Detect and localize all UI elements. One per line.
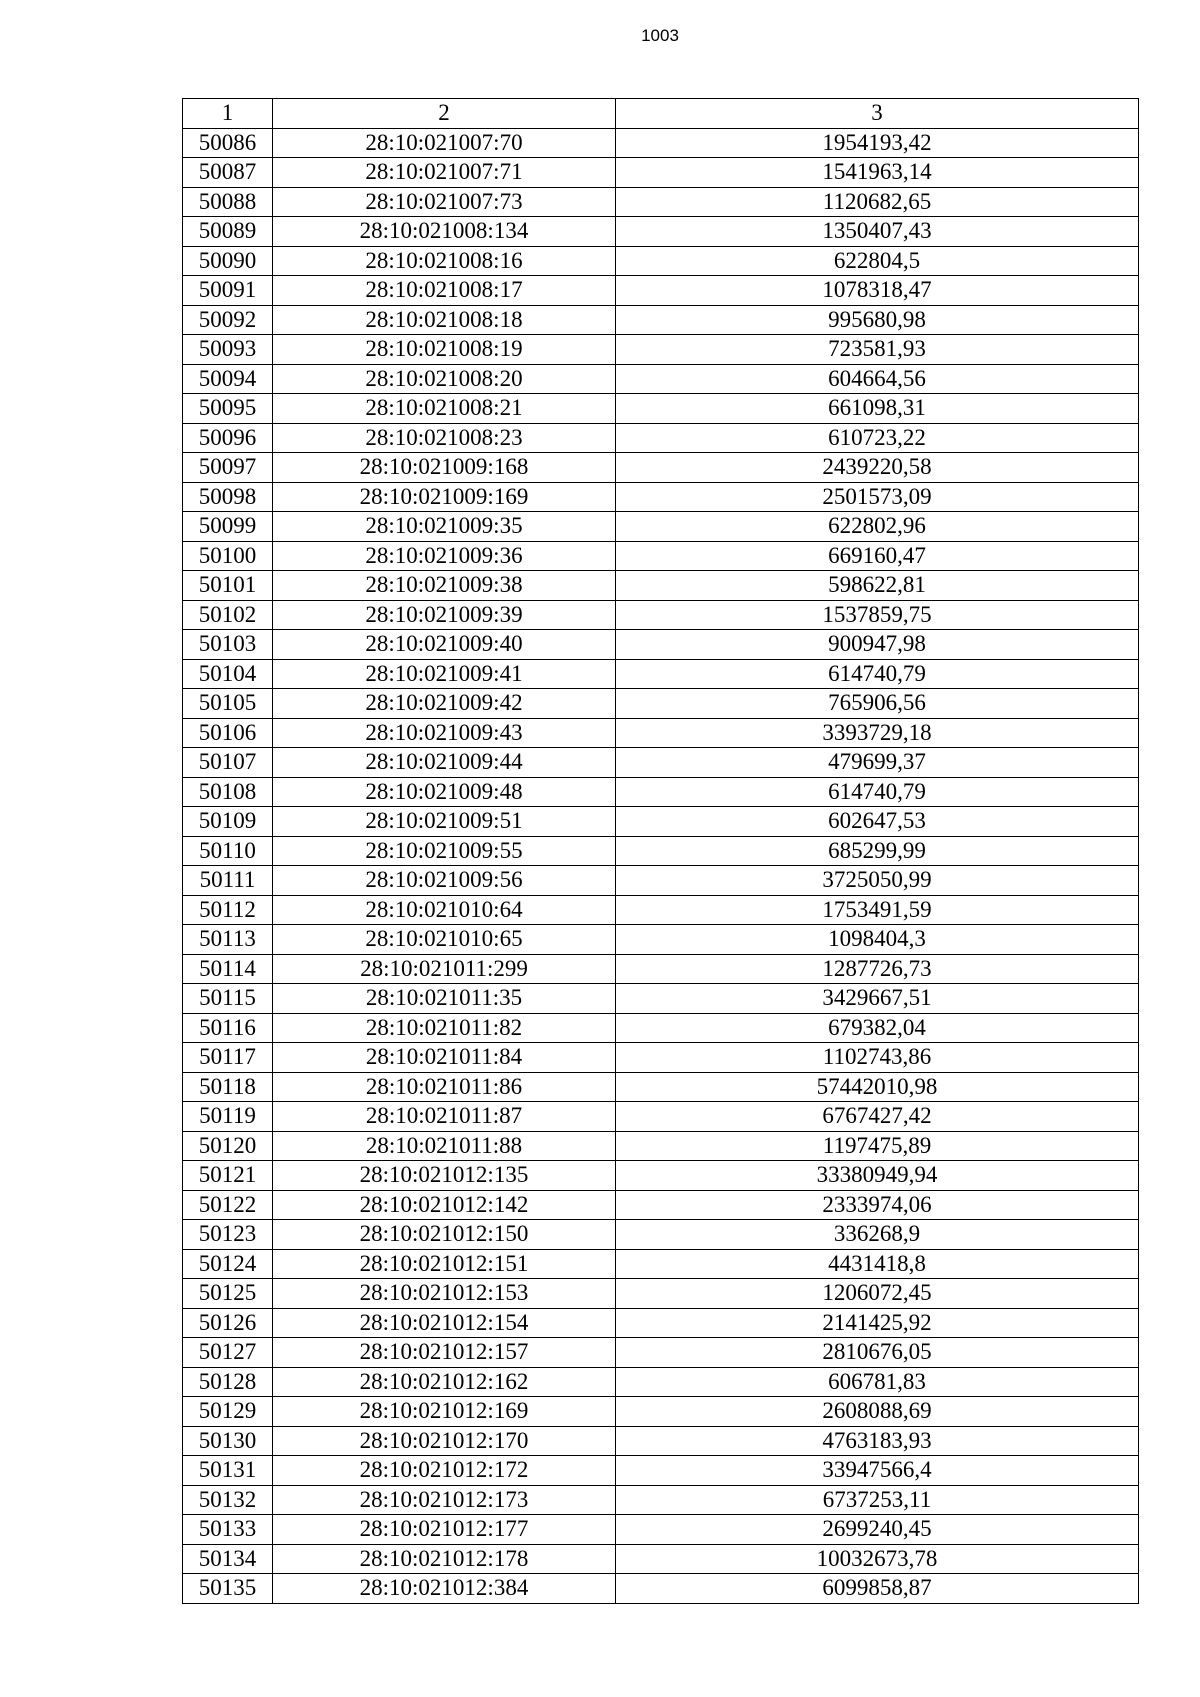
value-cell: 2501573,09 [616,482,1139,512]
row-number-cell: 50088 [183,187,273,217]
value-cell: 723581,93 [616,335,1139,365]
value-cell: 679382,04 [616,1013,1139,1043]
table-row [183,777,1139,807]
table-body [183,128,1139,1603]
table-row [183,925,1139,955]
row-number-cell: 50098 [183,482,273,512]
value-cell: 1287726,73 [616,954,1139,984]
table-row [183,217,1139,247]
cadastral-number-cell: 28:10:021009:44 [273,748,616,778]
value-cell: 2608088,69 [616,1397,1139,1427]
row-number-cell: 50128 [183,1367,273,1397]
cadastral-number-cell: 28:10:021012:142 [273,1190,616,1220]
cadastral-number-cell: 28:10:021009:51 [273,807,616,837]
value-cell: 2141425,92 [616,1308,1139,1338]
value-cell: 33947566,4 [616,1456,1139,1486]
row-number-cell: 50102 [183,600,273,630]
cadastral-number-cell: 28:10:021012:172 [273,1456,616,1486]
table-row [183,158,1139,188]
value-cell: 2810676,05 [616,1338,1139,1368]
table-row [183,1013,1139,1043]
row-number-cell: 50125 [183,1279,273,1309]
value-cell: 2333974,06 [616,1190,1139,1220]
table-row [183,748,1139,778]
table-row [183,1426,1139,1456]
value-cell: 685299,99 [616,836,1139,866]
table-row [183,718,1139,748]
table-row [183,1279,1139,1309]
value-cell: 57442010,98 [616,1072,1139,1102]
value-cell: 995680,98 [616,305,1139,335]
value-cell: 4431418,8 [616,1249,1139,1279]
row-number-cell: 50124 [183,1249,273,1279]
row-number-cell: 50134 [183,1544,273,1574]
value-cell: 6737253,11 [616,1485,1139,1515]
cadastral-number-cell: 28:10:021009:43 [273,718,616,748]
row-number-cell: 50108 [183,777,273,807]
row-number-cell: 50135 [183,1574,273,1604]
table-row [183,1131,1139,1161]
cadastral-number-cell: 28:10:021009:56 [273,866,616,896]
row-number-cell: 50116 [183,1013,273,1043]
cadastral-number-cell: 28:10:021009:35 [273,512,616,542]
table-row [183,866,1139,896]
table-row [183,1544,1139,1574]
cadastral-number-cell: 28:10:021010:65 [273,925,616,955]
table-row [183,571,1139,601]
value-cell: 3429667,51 [616,984,1139,1014]
row-number-cell: 50129 [183,1397,273,1427]
row-number-cell: 50122 [183,1190,273,1220]
cadastral-number-cell: 28:10:021009:38 [273,571,616,601]
table-row [183,335,1139,365]
row-number-cell: 50117 [183,1043,273,1073]
value-cell: 4763183,93 [616,1426,1139,1456]
table-row [183,954,1139,984]
row-number-cell: 50113 [183,925,273,955]
cadastral-number-cell: 28:10:021009:40 [273,630,616,660]
value-cell: 1753491,59 [616,895,1139,925]
value-cell: 602647,53 [616,807,1139,837]
table-row [183,689,1139,719]
row-number-cell: 50107 [183,748,273,778]
column-header-3: 3 [616,99,1139,129]
row-number-cell: 50111 [183,866,273,896]
data-table [182,98,1139,1604]
table-row [183,394,1139,424]
value-cell: 900947,98 [616,630,1139,660]
value-cell: 1954193,42 [616,128,1139,158]
value-cell: 3725050,99 [616,866,1139,896]
row-number-cell: 50110 [183,836,273,866]
row-number-cell: 50130 [183,1426,273,1456]
row-number-cell: 50093 [183,335,273,365]
value-cell: 2439220,58 [616,453,1139,483]
cadastral-number-cell: 28:10:021009:55 [273,836,616,866]
cadastral-number-cell: 28:10:021008:20 [273,364,616,394]
row-number-cell: 50092 [183,305,273,335]
table-row [183,1249,1139,1279]
cadastral-number-cell: 28:10:021009:168 [273,453,616,483]
table-row [183,305,1139,335]
cadastral-number-cell: 28:10:021011:299 [273,954,616,984]
row-number-cell: 50087 [183,158,273,188]
table-row [183,453,1139,483]
cadastral-number-cell: 28:10:021007:71 [273,158,616,188]
table-row [183,1338,1139,1368]
cadastral-number-cell: 28:10:021012:151 [273,1249,616,1279]
row-number-cell: 50114 [183,954,273,984]
cadastral-number-cell: 28:10:021008:19 [273,335,616,365]
row-number-cell: 50121 [183,1161,273,1191]
cadastral-number-cell: 28:10:021012:178 [273,1544,616,1574]
cadastral-number-cell: 28:10:021009:41 [273,659,616,689]
page-number: 1003 [641,26,679,45]
cadastral-number-cell: 28:10:021007:70 [273,128,616,158]
cadastral-number-cell: 28:10:021011:87 [273,1102,616,1132]
table-row [183,364,1139,394]
cadastral-number-cell: 28:10:021011:82 [273,1013,616,1043]
cadastral-number-cell: 28:10:021012:170 [273,1426,616,1456]
cadastral-number-cell: 28:10:021008:16 [273,246,616,276]
table-row [183,1456,1139,1486]
value-cell: 614740,79 [616,659,1139,689]
value-cell: 606781,83 [616,1367,1139,1397]
value-cell: 1078318,47 [616,276,1139,306]
table-row [183,1043,1139,1073]
cadastral-number-cell: 28:10:021009:36 [273,541,616,571]
cadastral-number-cell: 28:10:021012:154 [273,1308,616,1338]
row-number-cell: 50091 [183,276,273,306]
table-row [183,1367,1139,1397]
value-cell: 604664,56 [616,364,1139,394]
table-row [183,512,1139,542]
value-cell: 610723,22 [616,423,1139,453]
value-cell: 622804,5 [616,246,1139,276]
value-cell: 1102743,86 [616,1043,1139,1073]
cadastral-number-cell: 28:10:021011:35 [273,984,616,1014]
row-number-cell: 50086 [183,128,273,158]
cadastral-number-cell: 28:10:021008:17 [273,276,616,306]
row-number-cell: 50131 [183,1456,273,1486]
value-cell: 1120682,65 [616,187,1139,217]
cadastral-number-cell: 28:10:021012:157 [273,1338,616,1368]
value-cell: 765906,56 [616,689,1139,719]
row-number-cell: 50109 [183,807,273,837]
value-cell: 33380949,94 [616,1161,1139,1191]
row-number-cell: 50100 [183,541,273,571]
row-number-cell: 50104 [183,659,273,689]
cadastral-number-cell: 28:10:021012:173 [273,1485,616,1515]
cadastral-number-cell: 28:10:021009:42 [273,689,616,719]
table-row [183,187,1139,217]
row-number-cell: 50094 [183,364,273,394]
row-number-cell: 50090 [183,246,273,276]
row-number-cell: 50096 [183,423,273,453]
value-cell: 336268,9 [616,1220,1139,1250]
row-number-cell: 50115 [183,984,273,1014]
cadastral-number-cell: 28:10:021011:84 [273,1043,616,1073]
value-cell: 6099858,87 [616,1574,1139,1604]
value-cell: 2699240,45 [616,1515,1139,1545]
row-number-cell: 50097 [183,453,273,483]
value-cell: 1206072,45 [616,1279,1139,1309]
table-row [183,984,1139,1014]
cadastral-number-cell: 28:10:021011:86 [273,1072,616,1102]
table-row [183,276,1139,306]
value-cell: 10032673,78 [616,1544,1139,1574]
row-number-cell: 50119 [183,1102,273,1132]
table-row [183,1485,1139,1515]
row-number-cell: 50123 [183,1220,273,1250]
table-row [183,246,1139,276]
cadastral-number-cell: 28:10:021012:384 [273,1574,616,1604]
row-number-cell: 50089 [183,217,273,247]
cadastral-number-cell: 28:10:021012:153 [273,1279,616,1309]
table-header [183,99,1139,129]
table-row [183,895,1139,925]
cadastral-number-cell: 28:10:021009:48 [273,777,616,807]
table-row [183,1161,1139,1191]
cadastral-number-cell: 28:10:021012:135 [273,1161,616,1191]
cadastral-number-cell: 28:10:021012:162 [273,1367,616,1397]
table-row [183,807,1139,837]
table-row [183,541,1139,571]
row-number-cell: 50126 [183,1308,273,1338]
value-cell: 1350407,43 [616,217,1139,247]
value-cell: 1098404,3 [616,925,1139,955]
value-cell: 1537859,75 [616,600,1139,630]
cadastral-number-cell: 28:10:021008:23 [273,423,616,453]
table-row [183,600,1139,630]
row-number-cell: 50095 [183,394,273,424]
row-number-cell: 50133 [183,1515,273,1545]
cadastral-number-cell: 28:10:021012:150 [273,1220,616,1250]
value-cell: 1197475,89 [616,1131,1139,1161]
row-number-cell: 50105 [183,689,273,719]
table-row [183,1190,1139,1220]
row-number-cell: 50106 [183,718,273,748]
table-row [183,423,1139,453]
value-cell: 614740,79 [616,777,1139,807]
row-number-cell: 50099 [183,512,273,542]
value-cell: 598622,81 [616,571,1139,601]
cadastral-number-cell: 28:10:021010:64 [273,895,616,925]
value-cell: 3393729,18 [616,718,1139,748]
cadastral-number-cell: 28:10:021012:177 [273,1515,616,1545]
row-number-cell: 50127 [183,1338,273,1368]
value-cell: 6767427,42 [616,1102,1139,1132]
value-cell: 661098,31 [616,394,1139,424]
table-row [183,1397,1139,1427]
row-number-cell: 50120 [183,1131,273,1161]
cadastral-number-cell: 28:10:021009:39 [273,600,616,630]
column-header-1: 1 [183,99,273,129]
table-row [183,1220,1139,1250]
value-cell: 479699,37 [616,748,1139,778]
table-row [183,1072,1139,1102]
table-row [183,1515,1139,1545]
row-number-cell: 50132 [183,1485,273,1515]
header-row [183,99,1139,129]
cadastral-number-cell: 28:10:021012:169 [273,1397,616,1427]
table-row [183,1308,1139,1338]
table-row [183,1574,1139,1604]
row-number-cell: 50103 [183,630,273,660]
cadastral-number-cell: 28:10:021008:134 [273,217,616,247]
table-row [183,659,1139,689]
column-header-2: 2 [273,99,616,129]
table-row [183,630,1139,660]
cadastral-number-cell: 28:10:021007:73 [273,187,616,217]
table-row [183,836,1139,866]
cadastral-number-cell: 28:10:021011:88 [273,1131,616,1161]
value-cell: 1541963,14 [616,158,1139,188]
cadastral-number-cell: 28:10:021008:18 [273,305,616,335]
row-number-cell: 50118 [183,1072,273,1102]
cadastral-number-cell: 28:10:021009:169 [273,482,616,512]
cadastral-number-cell: 28:10:021008:21 [273,394,616,424]
table-row [183,128,1139,158]
row-number-cell: 50112 [183,895,273,925]
row-number-cell: 50101 [183,571,273,601]
table-row [183,1102,1139,1132]
value-cell: 669160,47 [616,541,1139,571]
table-row [183,482,1139,512]
value-cell: 622802,96 [616,512,1139,542]
